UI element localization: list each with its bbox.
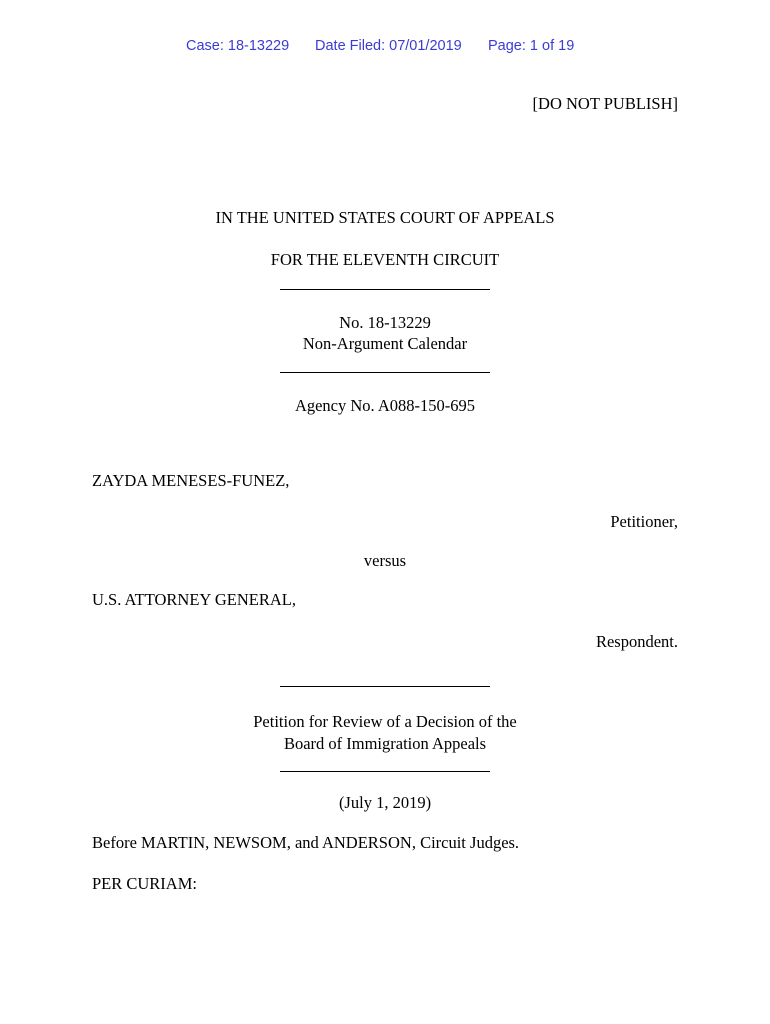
- per-curiam-heading: PER CURIAM:: [92, 874, 197, 893]
- divider-rule: [280, 372, 490, 373]
- page-count-stamp: Page: 1 of 19: [488, 38, 575, 54]
- case-number-stamp: Case: 18-13229: [186, 38, 290, 54]
- panel-judges: Before MARTIN, NEWSOM, and ANDERSON, Circuit Judges.: [92, 833, 520, 852]
- petition-description-line2: Board of Immigration Appeals: [283, 734, 487, 753]
- respondent-role: Respondent.: [595, 632, 678, 651]
- publish-notice: [DO NOT PUBLISH]: [532, 94, 678, 113]
- divider-rule: [280, 686, 490, 687]
- agency-number: Agency No. A088-150-695: [294, 396, 476, 415]
- calendar-type: Non-Argument Calendar: [302, 334, 468, 353]
- versus-label: versus: [363, 551, 407, 570]
- circuit-title: FOR THE ELEVENTH CIRCUIT: [270, 250, 500, 269]
- petitioner-name: ZAYDA MENESES-FUNEZ,: [92, 471, 290, 490]
- decision-date: (July 1, 2019): [338, 793, 432, 812]
- divider-rule: [280, 289, 490, 290]
- divider-rule: [280, 771, 490, 772]
- respondent-name: U.S. ATTORNEY GENERAL,: [92, 590, 296, 609]
- case-number: No. 18-13229: [339, 313, 431, 332]
- petitioner-role: Petitioner,: [610, 512, 678, 531]
- petition-description-line1: Petition for Review of a Decision of the: [253, 712, 517, 731]
- court-title: IN THE UNITED STATES COURT OF APPEALS: [215, 208, 555, 227]
- date-filed-stamp: Date Filed: 07/01/2019: [315, 38, 462, 54]
